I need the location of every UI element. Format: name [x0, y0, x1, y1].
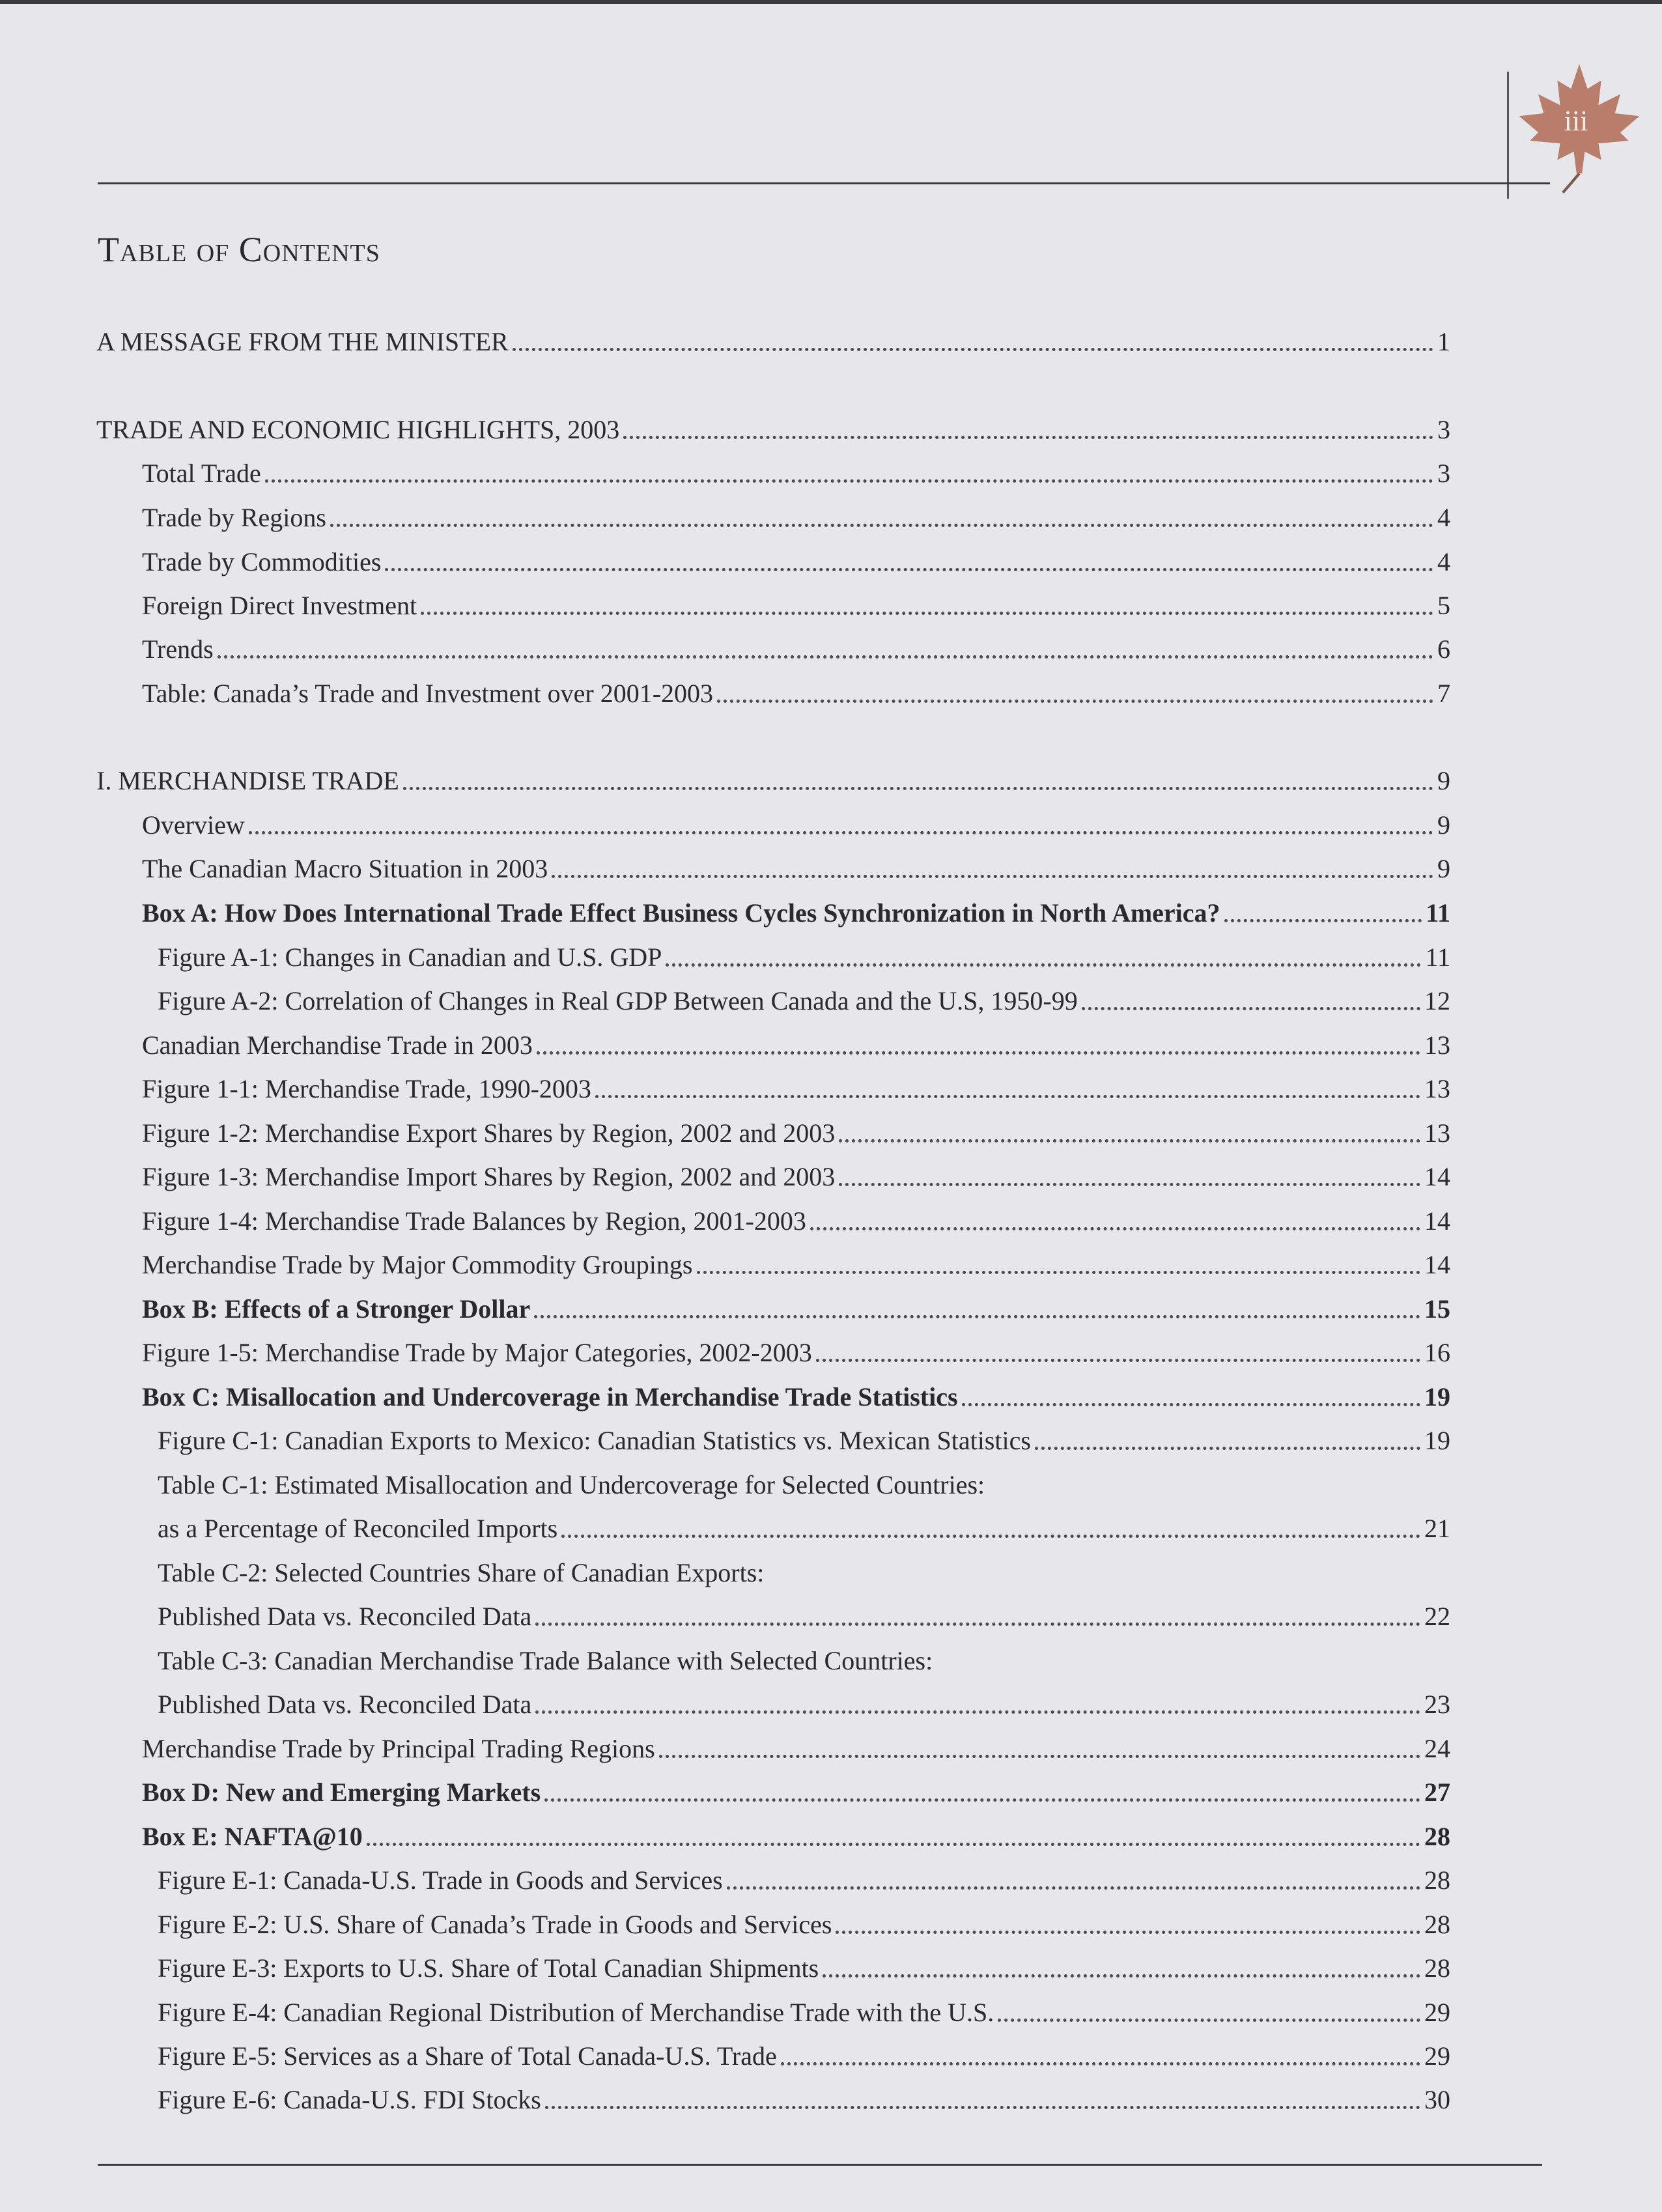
- toc-entry-page: 19: [1424, 1382, 1450, 1411]
- toc-entry-page: 9: [1437, 854, 1450, 883]
- dot-leader: [816, 1359, 1420, 1362]
- toc-entry-page: 6: [1437, 634, 1450, 664]
- toc-entry[interactable]: [142, 545, 1450, 580]
- toc-entry-label: Figure E-3: Exports to U.S. Share of Total Canadian Shipments: [158, 1953, 819, 1983]
- toc-entry-heading: Table C-2: Selected Countries Share of Canadian Exports:: [158, 1558, 765, 1587]
- toc-entry[interactable]: [142, 632, 1450, 667]
- toc-entry[interactable]: [158, 1863, 1450, 1898]
- toc-entry-page: 5: [1437, 591, 1450, 620]
- toc-entry-label: Overview: [142, 810, 245, 840]
- toc-entry-label: Figure 1-5: Merchandise Trade by Major Categories, 2002-2003: [142, 1338, 812, 1367]
- toc-entry-label: I. MERCHANDISE TRADE: [96, 766, 399, 795]
- dot-leader: [697, 1271, 1421, 1274]
- toc-entry-label: Total Trade: [142, 459, 261, 488]
- toc-entry-page: 29: [1424, 1998, 1450, 2027]
- toc-entry-label: Box A: How Does International Trade Effect Business Cycles Synchronization in North America?: [142, 898, 1220, 928]
- toc-entry-label: Figure A-1: Changes in Canadian and U.S. GDP: [158, 943, 662, 972]
- toc-entry-page: 1: [1437, 327, 1450, 356]
- toc-entry[interactable]: [142, 1159, 1450, 1195]
- dot-leader: [403, 787, 1433, 790]
- toc-entry-page: 9: [1437, 810, 1450, 840]
- toc-entry-page: 14: [1424, 1162, 1450, 1191]
- toc-entry-label: Figure 1-3: Merchandise Import Shares by Region, 2002 and 2003: [142, 1162, 836, 1191]
- toc-entry[interactable]: [142, 1819, 1450, 1854]
- dot-leader: [1035, 1447, 1420, 1450]
- toc-entry-page: 30: [1424, 2085, 1450, 2114]
- toc-entry-label: A MESSAGE FROM THE MINISTER: [96, 327, 509, 356]
- toc-entry[interactable]: [142, 1731, 1450, 1766]
- toc-entry-page: 4: [1437, 503, 1450, 532]
- dot-leader: [823, 1974, 1420, 1978]
- toc-entry-page: 16: [1424, 1338, 1450, 1367]
- dot-leader: [513, 348, 1433, 351]
- dot-leader: [810, 1227, 1420, 1230]
- toc-entry[interactable]: [158, 1599, 1450, 1634]
- toc-entry-label: Figure 1-1: Merchandise Trade, 1990-2003: [142, 1074, 591, 1103]
- dot-leader: [781, 2062, 1420, 2065]
- toc-entry-page: 24: [1424, 1734, 1450, 1763]
- toc-entry-page: 29: [1424, 2041, 1450, 2071]
- dot-leader: [1082, 1007, 1420, 1010]
- dot-leader: [537, 1051, 1420, 1055]
- toc-entry[interactable]: [158, 2082, 1450, 2118]
- toc-entry[interactable]: [158, 940, 1450, 975]
- dot-leader: [962, 1403, 1420, 1406]
- dot-leader: [218, 655, 1433, 659]
- toc-entry-page: 28: [1424, 1953, 1450, 1983]
- toc-entry[interactable]: [142, 1292, 1450, 1327]
- toc-entry-label: The Canadian Macro Situation in 2003: [142, 854, 548, 883]
- dot-leader: [998, 2019, 1420, 2022]
- dot-leader: [623, 436, 1433, 439]
- toc-entry[interactable]: [96, 412, 1450, 447]
- toc-entry-label: as a Percentage of Reconciled Imports: [158, 1514, 558, 1543]
- dot-leader: [839, 1139, 1420, 1142]
- toc-entry-page: 21: [1424, 1514, 1450, 1543]
- toc-entry-label: Box C: Misallocation and Undercoverage in Merchandise Trade Statistics: [142, 1382, 958, 1411]
- dot-leader: [666, 963, 1421, 967]
- toc-entry-label: Figure 1-2: Merchandise Export Shares by Region, 2002 and 2003: [142, 1118, 836, 1148]
- toc-entry-label: Published Data vs. Reconciled Data: [158, 1690, 532, 1719]
- dot-leader: [839, 1183, 1420, 1186]
- toc-entry-page: 12: [1424, 986, 1450, 1015]
- toc-entry[interactable]: [158, 984, 1450, 1019]
- toc-entry-page: 14: [1424, 1250, 1450, 1279]
- toc-entry[interactable]: [142, 1247, 1450, 1283]
- toc-entry-label: Trends: [142, 634, 214, 664]
- toc-entry-page: 11: [1426, 898, 1450, 928]
- dot-leader: [659, 1755, 1420, 1758]
- toc-entry[interactable]: [142, 456, 1450, 491]
- toc-entry-label: Merchandise Trade by Principal Trading Regions: [142, 1734, 655, 1763]
- toc-entry-page: 22: [1424, 1602, 1450, 1631]
- toc-entry-page: 28: [1424, 1910, 1450, 1939]
- dot-leader: [330, 524, 1433, 527]
- toc-entry[interactable]: [142, 676, 1450, 711]
- dot-leader: [367, 1843, 1420, 1846]
- toc-entry-label: Published Data vs. Reconciled Data: [158, 1602, 532, 1631]
- toc-entry[interactable]: [142, 1335, 1450, 1370]
- toc-entry-page: 13: [1424, 1118, 1450, 1148]
- toc-entry-label: Figure E-2: U.S. Share of Canada’s Trade in Goods and Services: [158, 1910, 832, 1939]
- toc-entry-heading: Table C-1: Estimated Misallocation and Undercoverage for Selected Countries:: [158, 1470, 985, 1499]
- toc-entry[interactable]: [96, 324, 1450, 360]
- dot-leader: [544, 1798, 1420, 1802]
- toc-entry[interactable]: [142, 1380, 1450, 1415]
- toc-entry[interactable]: [142, 808, 1450, 843]
- toc-entry-label: Figure E-4: Canadian Regional Distribution of Merchandise Trade with the U.S.: [158, 1998, 994, 2027]
- dot-leader: [545, 2106, 1420, 2109]
- toc-entry-label: Box B: Effects of a Stronger Dollar: [142, 1294, 531, 1324]
- dot-leader: [836, 1931, 1420, 1934]
- dot-leader: [717, 700, 1433, 703]
- toc-entry-page: 9: [1437, 766, 1450, 795]
- toc-entry-page: 28: [1424, 1865, 1450, 1895]
- toc-entry[interactable]: [96, 763, 1450, 799]
- dot-leader: [535, 1710, 1420, 1714]
- toc-entry-page: 15: [1424, 1294, 1450, 1324]
- toc-entry-page: 3: [1437, 459, 1450, 488]
- toc-entry[interactable]: [142, 1071, 1450, 1107]
- footer-rule: [98, 2164, 1542, 2166]
- dot-leader: [561, 1535, 1420, 1538]
- toc-entry[interactable]: [142, 500, 1450, 535]
- toc-entry-label: Trade by Regions: [142, 503, 326, 532]
- toc-entry-label: Figure C-1: Canadian Exports to Mexico: Canadian Statistics vs. Mexican Statistics: [158, 1426, 1031, 1455]
- toc-entry[interactable]: [158, 2039, 1450, 2074]
- toc-entry-label: Figure A-2: Correlation of Changes in Real GDP Between Canada and the U.S, 1950-99: [158, 986, 1078, 1015]
- dot-leader: [385, 568, 1433, 571]
- toc-entry[interactable]: [158, 1423, 1450, 1458]
- toc-entry-page: 23: [1424, 1690, 1450, 1719]
- toc-entry[interactable]: [158, 1511, 1450, 1546]
- toc-entry-label: Table: Canada’s Trade and Investment over 2001-2003: [142, 679, 714, 708]
- dot-leader: [727, 1886, 1420, 1890]
- page-number: iii: [1564, 105, 1588, 137]
- toc-entry[interactable]: [142, 851, 1450, 886]
- toc-entry[interactable]: [142, 896, 1450, 931]
- toc-entry-label: Box D: New and Emerging Markets: [142, 1778, 541, 1807]
- toc-entry-label: Figure E-1: Canada-U.S. Trade in Goods and Services: [158, 1865, 723, 1895]
- toc-entry-label: TRADE AND ECONOMIC HIGHLIGHTS, 2003: [96, 415, 620, 444]
- toc-entry-label: Figure 1-4: Merchandise Trade Balances by Region, 2001-2003: [142, 1206, 806, 1236]
- toc-entry-page: 13: [1424, 1074, 1450, 1103]
- toc-entry-page: 7: [1437, 679, 1450, 708]
- toc-entry-page: 28: [1424, 1822, 1450, 1851]
- toc-entry-label: Box E: NAFTA@10: [142, 1822, 363, 1851]
- dot-leader: [249, 831, 1433, 834]
- toc-entry-heading: Table C-3: Canadian Merchandise Trade Balance with Selected Countries:: [158, 1646, 933, 1675]
- dot-leader: [265, 479, 1433, 483]
- toc-entry[interactable]: [142, 1028, 1450, 1063]
- toc-entry[interactable]: [158, 1687, 1450, 1722]
- toc-entry-label: Trade by Commodities: [142, 547, 382, 576]
- toc-entry-label: Figure E-6: Canada-U.S. FDI Stocks: [158, 2085, 541, 2114]
- toc-entry-page: 19: [1424, 1426, 1450, 1455]
- toc-entry-page: 14: [1424, 1206, 1450, 1236]
- dot-leader: [1224, 919, 1422, 922]
- toc-entry-page: 11: [1425, 943, 1450, 972]
- toc-entry-label: Merchandise Trade by Major Commodity Groupings: [142, 1250, 693, 1279]
- toc-entry-label: Canadian Merchandise Trade in 2003: [142, 1030, 533, 1060]
- toc-title: Table of Contents: [98, 230, 380, 269]
- toc-entry-page: 3: [1437, 415, 1450, 444]
- toc-entry[interactable]: [158, 1907, 1450, 1942]
- toc-entry[interactable]: [142, 1775, 1450, 1810]
- toc-entry[interactable]: [142, 1204, 1450, 1239]
- toc-entry-label: Foreign Direct Investment: [142, 591, 417, 620]
- toc-entry-label: Figure E-5: Services as a Share of Total Canada-U.S. Trade: [158, 2041, 777, 2071]
- toc-entry-page: 27: [1424, 1778, 1450, 1807]
- toc-entry[interactable]: [142, 1116, 1450, 1151]
- toc-entry-page: 13: [1424, 1030, 1450, 1060]
- dot-leader: [595, 1095, 1420, 1098]
- dot-leader: [534, 1315, 1420, 1318]
- toc-entry[interactable]: [158, 1995, 1450, 2030]
- toc-entry-page: 4: [1437, 547, 1450, 576]
- dot-leader: [552, 875, 1433, 878]
- toc-entry[interactable]: [158, 1951, 1450, 1986]
- dot-leader: [535, 1623, 1420, 1626]
- dot-leader: [421, 612, 1433, 615]
- toc-entry[interactable]: [142, 588, 1450, 623]
